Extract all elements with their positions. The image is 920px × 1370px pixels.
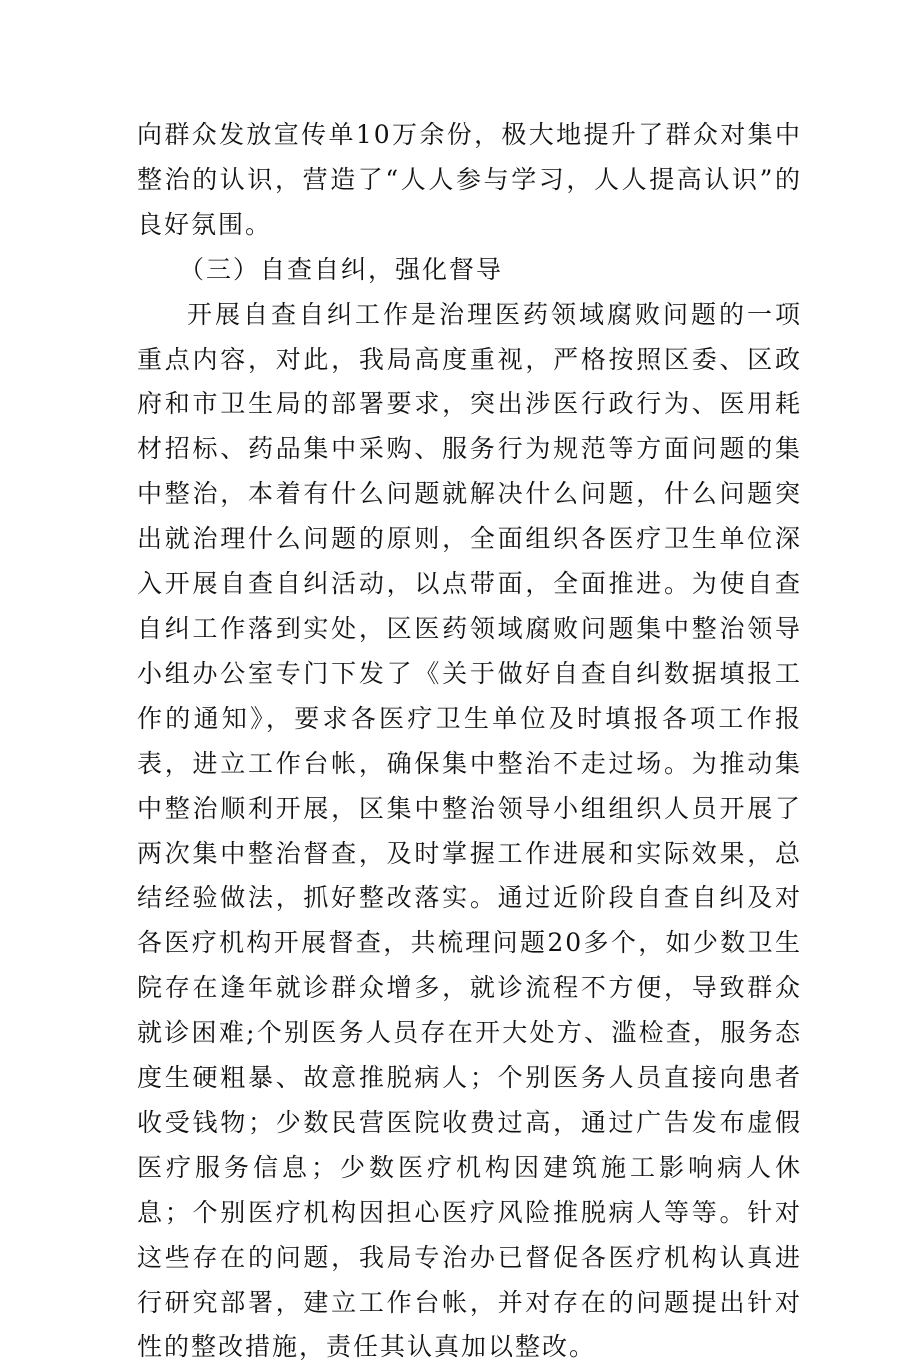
continued-paragraph: 向群众发放宣传单10万余份，极大地提升了群众对集中整治的认识，营造了“人人参与学习，人人提高认识”的良好氛围。 <box>137 120 802 239</box>
main-paragraph: 开展自查自纠工作是治理医药领域腐败问题的一项重点内容，对此，我局高度重视，严格按照区委、区政府和市卫生局的部署要求，突出涉医行政行为、医用耗材招标、药品集中采购、服务行为规范等方面问题的集中整治，本着有什么问题就解决什么问题，什么问题突出就治理什么问题的原则，全面组织各医疗卫生单位深入开展自查自纠活动，以点带面，全面推进。为使自查自纠工作落到实处，区医药领域腐败问题集中整治领导小组办公室专门下发了《关于做好自查自纠数据填报工作的通知》，要求各医疗卫生单位及时填报各项工作报表，进立工作台帐，确保集中整治不走过场。为推动集中整治顺利开展，区集中整治领导小组组织人员开展了两次集中整治督查，及时掌握工作进展和实际效果，总结经验做法，抓好整改落实。通过近阶段自查自纠及对各医疗机构开展督查，共梳理问题20多个，如少数卫生院存在逢年就诊群众增多，就诊流程不方便，导致群众就诊困难;个别医务人员存在开大处方、滥检查，服务态度生硬粗暴、故意推脱病人；个别医务人员直接向患者收受钱物；少数民营医院收费过高，通过广告发布虚假医疗服务信息；少数医疗机构因建筑施工影响病人休息；个别医疗机构因担心医疗风险推脱病人等等。针对这些存在的问题，我局专治办已督促各医疗机构认真进行研究部署，建立工作台帐，并对存在的问题提出针对性的整改措施，责任其认真加以整改。 <box>137 299 802 1362</box>
document-body <box>137 113 802 1370</box>
section-heading: （三）自查自纠，强化督导 <box>179 254 504 284</box>
